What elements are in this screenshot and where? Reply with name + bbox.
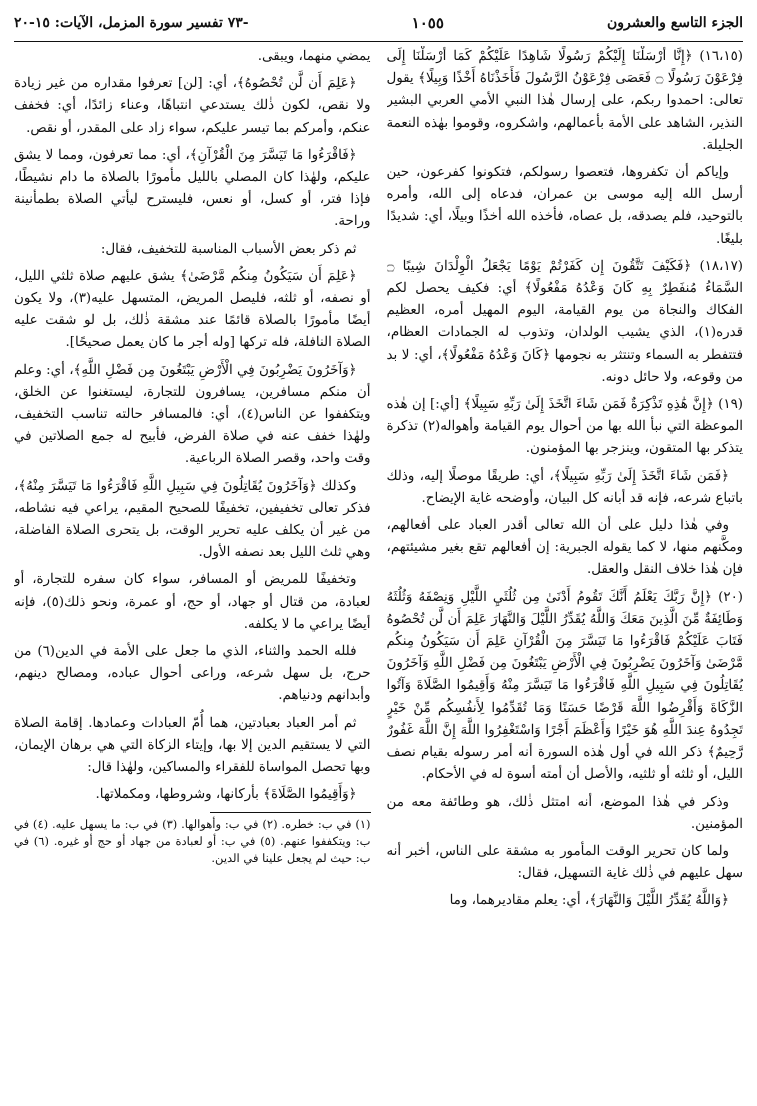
paragraph: ﴿فَمَن شَاءَ اتَّخَذَ إِلَىٰ رَبِّهِ سَبِيلًا﴾، أي: طريقًا موصلًا إليه، وذلك باتباع شرعه، فإنه قد أبانه كل البيان، وأوضحه غاية الإيضاح. xyxy=(386,468,743,506)
header-rule xyxy=(14,41,743,42)
paragraph: وذكر في هٰذا الموضع، أنه امتثل ذٰلك، هو وطائفة معه من المؤمنين. xyxy=(386,794,743,832)
paragraph: (١٨،١٧) ﴿فَكَيْفَ تَتَّقُونَ إِن كَفَرْتُمْ يَوْمًا يَجْعَلُ الْوِلْدَانَ شِيبًا ۝ السَّمَاءُ مُنفَطِرٌ بِهِ كَانَ وَعْدُهُ مَفْعُولًا﴾ أي: فكيف يحصل لكم الفكاك والنجاة من يوم القيامة، اليوم المهيل أمره، العظيم قدره(١)، الذي يشيب الولدان، وتذوب له الجمادات العظام، فتتفطر به السماء وتنتثر به نجومها ﴿كَانَ وَعْدُهُ مَفْعُولًا﴾، أي: لا بد من وقوعه، ولا حائل دونه. xyxy=(386,258,743,385)
right-column xyxy=(387,46,744,1100)
footnote-text: (١) في ب: خطره. (٢) في ب: وأهوالها. (٣) في ب: ما يسهل عليه. (٤) في ب: ويتكففوا عنهم. (٥) في ب: أو لعبادة من جهاد أو حج أو غيره. (٦) في ب: حيث لم يجعل علينا في الدين. xyxy=(14,816,371,865)
paragraph: وفي هٰذا دليل على أن الله تعالى أقدر العباد على أفعالهم، ومكَّنهم منها، لا كما يقوله الجبرية: إن أفعالهم تقع بغير مشيئتهم، فإن هٰذا خلاف النقل والعقل. xyxy=(386,518,743,578)
paragraph: ثم ذكر بعض الأسباب المناسبة للتخفيف، فقال: xyxy=(100,241,357,257)
header-surah-title: -٧٣ تفسير سورة المزمل، الآيات: ١٥-٢٠ xyxy=(14,15,249,31)
footnotes xyxy=(14,816,371,867)
footnote-divider xyxy=(210,812,370,813)
paragraph: ﴿وَاللَّهُ يُقَدِّرُ اللَّيْلَ وَالنَّهَارَ﴾، أي: يعلم مقاديرهما، وما xyxy=(449,893,729,909)
paragraph: فلله الحمد والثناء، الذي ما جعل على الأمة في الدين(٦) من حرج، بل سهل شرعه، وراعى أحوال عباده، ومصالح دينهم، وأبدانهم ودنياهم. xyxy=(14,644,371,704)
paragraph: وإياكم أن تكفروها، فتعصوا رسولكم، فتكونوا كفرعون، حين أرسل الله إليه موسى بن عمران، فدعاه إلى الله، وأمره بالتوحيد، فلم يصدقه، بل عصاه، فأخذه الله أخذًا وبيلًا، أي: شديدًا بليغًا. xyxy=(386,165,743,247)
paragraph: ولما كان تحرير الوقت المأمور به مشقة على الناس، أخبر أنه سهل عليهم في ذٰلك غاية التسهيل، فقال: xyxy=(386,843,743,882)
paragraph: (٢٠) ﴿إِنَّ رَبَّكَ يَعْلَمُ أَنَّكَ تَقُومُ أَدْنَىٰ مِن ثُلُثَيِ اللَّيْلِ وَنِصْفَهُ وَثُلُثَهُ وَطَائِفَةٌ مِّنَ الَّذِينَ مَعَكَ وَاللَّهُ يُقَدِّرُ اللَّيْلَ وَالنَّهَارَ عَلِمَ أَن لَّن تُحْصُوهُ فَتَابَ عَلَيْكُمْ فَاقْرَءُوا مَا تَيَسَّرَ مِنَ الْقُرْآنِ عَلِمَ أَن سَيَكُونُ مِنكُم مَّرْضَىٰ وَآخَرُونَ يَضْرِبُونَ فِي الْأَرْضِ يَبْتَغُونَ مِن فَضْلِ اللَّهِ وَآخَرُونَ يُقَاتِلُونَ فِي سَبِيلِ اللَّهِ فَاقْرَءُوا مَا تَيَسَّرَ مِنْهُ وَأَقِيمُوا الصَّلَاةَ وَآتُوا الزَّكَاةَ وَأَقْرِضُوا اللَّهَ قَرْضًا حَسَنًا وَمَا تُقَدِّمُوا لِأَنفُسِكُم مِّنْ خَيْرٍ تَجِدُوهُ عِندَ اللَّهِ هُوَ خَيْرًا وَأَعْظَمَ أَجْرًا وَاسْتَغْفِرُوا اللَّهَ إِنَّ اللَّهَ غَفُورٌ رَّحِيمٌ﴾ ذكر الله في أول هٰذه السورة أنه أمر رسوله بقيام نصف الليل، أو ثلثه أو ثلثيه، والأصل أن أمته أسوة له في الأحكام. xyxy=(386,589,743,783)
paragraph: يمضي منهما، ويبقى. xyxy=(257,49,371,64)
page-header xyxy=(14,8,743,38)
paragraph: ﴿عَلِمَ أَن لَّن تُحْصُوهُ﴾، أي: [لن] تعرفوا مقداره من غير زيادة ولا نقص، لكون ذٰلك يستدعي انتباهًا، وعناء زائدًا، أي: فخفف عنكم، وأمركم بما تيسر عليكم، سواء زاد على المقدر، أو نقص. xyxy=(14,76,371,136)
page-number: ١٠٥٥ xyxy=(411,14,444,32)
left-column xyxy=(14,46,371,1100)
paragraph: (١٩) ﴿إِنَّ هَٰذِهِ تَذْكِرَةٌ فَمَن شَاءَ اتَّخَذَ إِلَىٰ رَبِّهِ سَبِيلًا﴾ [أي:] إن هٰذه الموعظة التي نبأ الله بها من أحوال يوم القيامة وأهواله(٢) تذكرة يتذكر بها المتقون، وينزجر بها المؤمنون. xyxy=(386,397,743,457)
paragraph: وتخفيفًا للمريض أو المسافر، سواء كان سفره للتجارة، أو لعبادة، من قتال أو جهاد، أو حج، أو عمرة، ونحو ذلك(٥)، فإنه أيضًا يراعي ما لا يكلفه. xyxy=(14,572,371,632)
paragraph: ﴿عَلِمَ أَن سَيَكُونُ مِنكُم مَّرْضَىٰ﴾ يشق عليهم صلاة ثلثي الليل، أو نصفه، أو ثلثه، فليصل المريض، المتسهل عليه(٣)، ولا يكون أيضًا مأمورًا بالصلاة قائمًا عند مشقة ذٰلك، بل لو شقت عليه الصلاة النافلة، فله تركها [وله أجر ما كان يعمل صحيحًا]. xyxy=(14,268,371,351)
paragraph: وكذلك ﴿وَآخَرُونَ يُقَاتِلُونَ فِي سَبِيلِ اللَّهِ فَاقْرَءُوا مَا تَيَسَّرَ مِنْهُ﴾، فذكر تعالى تخفيفين، تخفيفًا للصحيح المقيم، يراعي فيه نشاطه، من غير أن يكلف عليه تحرير الوقت، بل يتحرى الصلاة الفاضلة، وهي ثلث الليل بعد نصفه الأول. xyxy=(14,478,371,561)
text-columns xyxy=(14,46,743,1100)
paragraph: ﴿فَاقْرَءُوا مَا تَيَسَّرَ مِنَ الْقُرْآنِ﴾، أي: مما تعرفون، ومما لا يشق عليكم، ولهٰذا كان المصلي بالليل مأمورًا بالصلاة ما دام نشيطًا، فإذا فتر، أو كسل، أو نعس، فليسترح ليأتي الصلاة بطمأنينة وراحة. xyxy=(14,147,371,230)
paragraph: ﴿وَآخَرُونَ يَضْرِبُونَ فِي الْأَرْضِ يَبْتَغُونَ مِن فَضْلِ اللَّهِ﴾، أي: وعلم أن منكم مسافرين، يسافرون للتجارة، ليستغنوا عن الخلق، ويتكففوا عن الناس(٤)، أي: فالمسافر حالته تناسب التخفيف، ولهٰذا خفف عنه في صلاة الفرض، فأبيح له جمع الصلاتين في وقت واحد، وقصر الصلاة الرباعية. xyxy=(14,362,371,467)
paragraph: (١٦،١٥) ﴿إِنَّا أَرْسَلْنَا إِلَيْكُمْ رَسُولًا شَاهِدًا عَلَيْكُمْ كَمَا أَرْسَلْنَا إِلَى فِرْعَوْنَ رَسُولًا ۝ فَعَصَى فِرْعَوْنُ الرَّسُولَ فَأَخَذْنَاهُ أَخْذًا وَبِيلًا﴾ يقول تعالى: احمدوا ربكم، على إرسال هٰذا النبي الأمي العربي البشير النذير، الشاهد على الأمة بأعمالهم، واشكروه، وقوموا بهٰذه النعمة الجليلة. xyxy=(386,49,743,153)
header-juz-title: الجزء التاسع والعشرون xyxy=(606,15,743,31)
paragraph: ﴿وَأَقِيمُوا الصَّلَاةَ﴾ بأركانها، وشروطها، ومكملاتها. xyxy=(95,787,357,803)
paragraph: ثم أمر العباد بعبادتين، هما أُمّ العبادات وعمادها. إقامة الصلاة التي لا يستقيم الدين إلا بها، وإيتاء الزكاة التي هي برهان الإيمان، وبها تحصل المواساة للفقراء والمساكين، ولهٰذا قال: xyxy=(14,715,371,776)
